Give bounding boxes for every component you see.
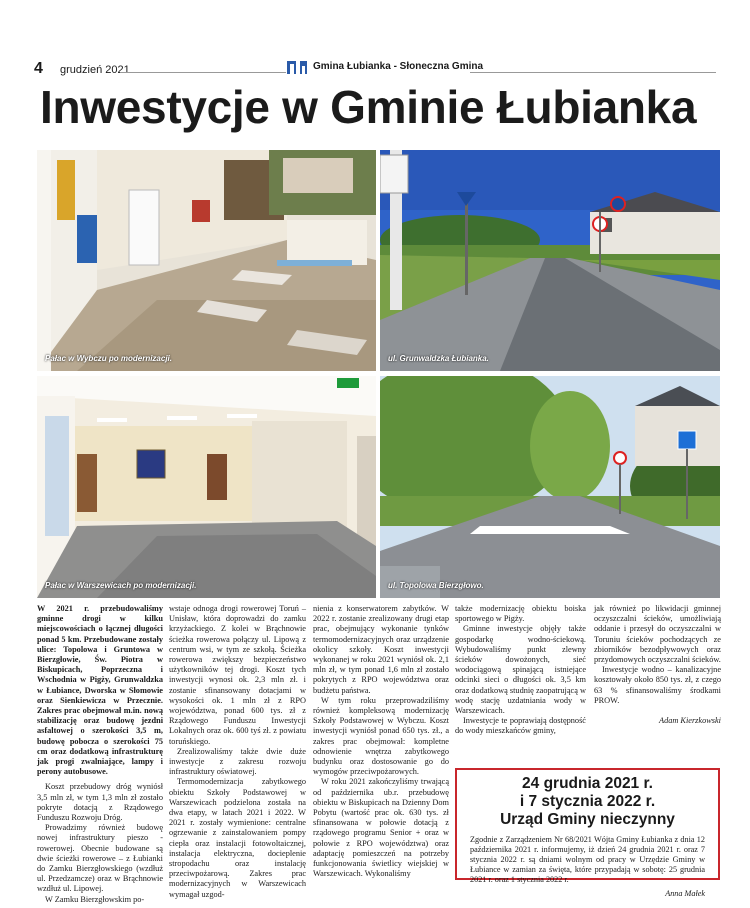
paragraph: Inwestycje wodno – kanalizacyjne kosztowały około 850 tys. zł, z czego 63 % sfinansowaliśmy środkami PROW. [594, 665, 721, 705]
photo-caption: Pałac w Wybczu po modernizacji. [45, 354, 172, 363]
issue-date: grudzień 2021 [60, 64, 130, 76]
article-title: Inwestycje w Gminie Łubianka [40, 81, 697, 133]
photo-caption: ul. Topolowa Bierzgłowo. [388, 581, 484, 590]
paragraph: W tym roku przeprowadziliśmy również kompleksową modernizację Szkoły Podstawowej w Wybczu. Koszt inwestycji wyniósł ponad 650 tys. zł., a zakres prac obejmował: kompletne odnowienie wnętrza zabytkowego budynku oraz dostosowanie go do wymogów przeciwpożarowych. [313, 695, 449, 777]
paragraph: Inwestycje te poprawiają dostępność do wody mieszkańców gminy, [455, 716, 586, 736]
photo-palace-warszewice [37, 376, 376, 598]
masthead: Gmina Łubianka - Słoneczna Gmina [313, 61, 484, 72]
photo-topolowa [380, 376, 720, 598]
topolowa-image [380, 376, 720, 598]
column-3 [313, 604, 449, 879]
notice-heading [457, 775, 718, 829]
header-rule-left [120, 72, 286, 73]
lead-paragraph: W 2021 r. przebudowaliśmy gminne drogi w kilku miejscowościach o łącznej długości ponad 5 km. Przebudowane zostały ulice: Topolowa i Gruntowa w Bierzgłowie, Św. Piotra w Biskupicach, Poprzeczna i Wschodnia w Pigży, Grunwaldzka w Łubiance, Dworska w Słomowie oraz Sienkiewicza w Przecznie. Zakres prac obejmował m.in. nową stabilizację oraz budowę jezdni asfaltowej o szerokości 3,5 m, budowę pobocza o szerokości 75 cm oraz dodatkową infrastrukturę jak progi zwalniające, lampy i perony autobusowe. [37, 604, 163, 777]
column-1 [37, 604, 163, 905]
paragraph: także modernizację obiektu boiska sportowego w Pigży. [455, 604, 586, 624]
notice-signature: Anna Małek [665, 889, 705, 898]
paragraph: Termomodernizacja zabytkowego obiektu Szkoły Podstawowej w Warszewicach podzielona została na dwa etapy, w latach 2021 i 2022. W 2021 r. zostały wymienione: centralne ogrzewanie z zainstalowaniem pompy ciepła oraz instalacji fotowoltaicznej, instalacja elektryczna, docieplenie stropodachu oraz instalację przeciwpożarową. Zakres prac modernizacyjnych w Warszewicach wymagał uzgod- [169, 777, 306, 899]
notice-date-2: i 7 stycznia 2022 r. [519, 793, 656, 810]
palace-wybcz-image [37, 150, 376, 371]
paragraph: W Zamku Bierzgłowskim po- [45, 894, 145, 904]
photo-caption: ul. Grunwaldzka Łubianka. [388, 354, 489, 363]
paragraph: W roku 2021 zakończyliśmy trwającą od października ub.r. przebudowę obiektu w Biskupicach na Dzienny Dom Pobytu (wartość prac ok. 630 tys. zł sfinansowana w połowie dotacją z rządowego programu Senior + oraz w połowie z RPO województwa) oraz adaptację pomieszczeń na potrzeby funkcjonowania świetlicy wiejskiej w Warszewicach. Wykonaliśmy [313, 777, 449, 879]
page-number: 4 [34, 60, 43, 77]
closure-notice [455, 768, 720, 898]
paragraph: Koszt przebudowy dróg wyniósł 3,5 mln zł, w tym 1,3 mln zł zostało pokryte dotacją z Rządowego Funduszu Rozwoju Dróg. [37, 782, 163, 823]
column-5 [594, 604, 721, 726]
column-4 [455, 604, 586, 737]
notice-date-1: 24 grudnia 2021 r. [522, 775, 653, 792]
grunwaldzka-image [380, 150, 720, 371]
notice-body: Zgodnie z Zarządzeniem Nr 68/2021 Wójta Gminy Łubianka z dnia 12 października 2021 r. informujemy, iż dzień 24 grudnia 2021 r. oraz 7 stycznia 2022 r. są dniami wolnym od pracy w Urzędzie Gminy w Łubiance w zamian za święta, które przypadają w sobotę: 25 grudnia 2021 r. oraz 1 stycznia 2022 r. [470, 835, 705, 884]
paragraph: Gminne inwestycje objęły także gospodarkę wodno-ściekową. Wybudowaliśmy punkt zlewny ścieków dowożonych, sieć wodociągową spinającą istniejące odcinki sieci o długości ok. 3,5 km oraz dodatkową studnię zaopatrującą w wodę stację uzdatniania wody w Warszewicach. [455, 624, 586, 716]
gmina-logo-icon [287, 58, 307, 74]
photo-palace-wybcz [37, 150, 376, 371]
paragraph: Prowadzimy również budowę nowej infrastruktury pieszo - rowerowej. Obecnie budowane są dwie ścieżki rowerowe – z Łubianki do Zamku Bierzgłowskiego (wzdłuż ul. Przedzamcze) oraz w Brąchnowie wzdłuż ul. Lipowej. [37, 823, 163, 894]
notice-title: Urząd Gminy nieczynny [500, 811, 675, 828]
paragraph: wstaje odnoga drogi rowerowej Toruń – Unisław, która doprowadzi do zamku krzyżackiego. Z kolei w Brąchnowie ścieżka rowerowa połączy ul. Lipową z centrum wsi, w tym ze szkołą. Ścieżka rowerowa zwiększy bezpieczeństwo użytkowników tej drogi. Koszt tych inwestycji wynosi ok. 2,3 mln zł. i zostanie sfinansowany dotacjami w wysokości ok. 1 mln zł z RPO województwa, ponad 600 tys. zł z Rządowego Funduszu Inwestycji Lokalnych oraz ok. 600 tyś zł. z powiatu toruńskiego. [169, 604, 306, 746]
paragraph: nienia z konserwatorem zabytków. W 2022 r. zostanie zrealizowany drugi etap prac, obejmujący wykonanie tynków termomodernizacyjnych oraz urządzenie okolicy szkoły. Koszt inwestycji wykonanej w roku 2021 wyniósł ok. 2,1 mln zł, w tym ponad 1,6 mln zł zostało pokrytych z RPO województwa oraz budżetu państwa. [313, 604, 449, 695]
photo-caption: Pałac w Warszewicach po modernizacji. [45, 581, 197, 590]
paragraph: jak również po likwidacji gminnej oczyszczalni ścieków, umożliwiają oddanie i przesył do oczyszczalni w Toruniu ścieków pochodzących ze zbiorników bezodpływowych oraz przydomowych oczyszczalni ścieków. [594, 604, 721, 665]
palace-warszewice-image [37, 376, 376, 598]
header-rule-right [470, 72, 716, 73]
author-signature: Adam Kierzkowski [659, 716, 721, 726]
photo-grunwaldzka [380, 150, 720, 371]
column-2 [169, 604, 306, 900]
paragraph: Zrealizowaliśmy także dwie duże inwestycje z zakresu rozwoju infrastruktury oświatowej. [169, 746, 306, 777]
